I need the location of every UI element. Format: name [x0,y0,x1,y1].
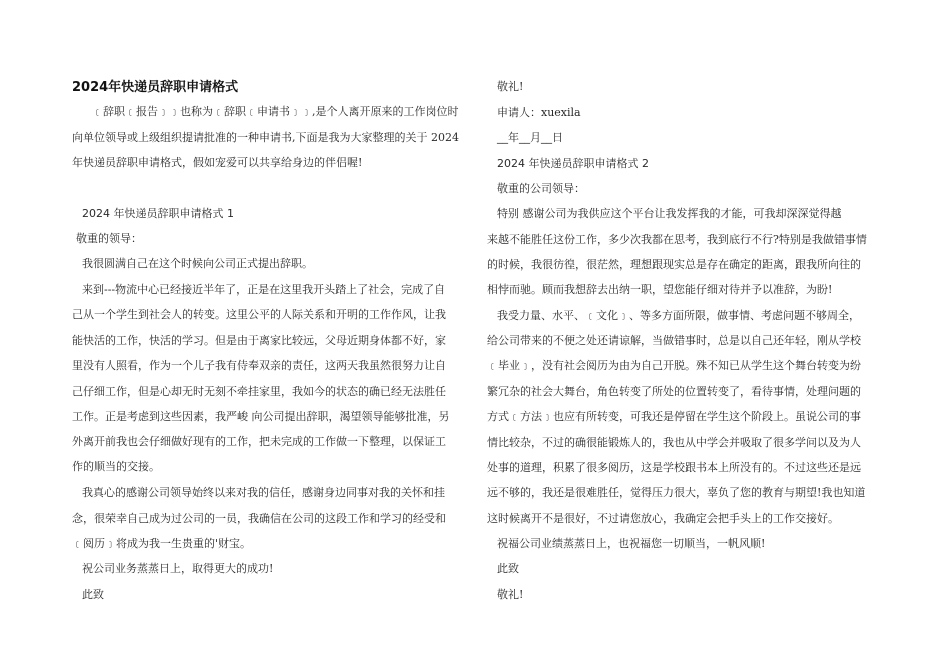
paragraph-line: 来到---物流中心已经接近半年了，正是在这里我开头踏上了社会，完成了自 [82,283,446,296]
date-line: __年__月__日 [497,131,563,144]
paragraph-line: 己从一个学生到社会人的转变。这里公平的人际关系和开明的工作作风，让我 [72,308,446,321]
section-1-title: 2024 年快递员辞职申请格式 1 [82,207,234,220]
paragraph-line: 处事的道理，积累了很多阅历，这是学校跟书本上所没有的。不过这些还是远 [487,461,861,474]
paragraph-line: 特别 感谢公司为我供应这个平台让我发挥我的才能，可我却深深觉得越 [497,207,842,220]
salutation: 敬重的公司领导： [497,182,585,195]
paragraph-line: 里没有人照看，作为一个儿子我有侍奉双亲的责任，这两天我虽然很努力让自 [72,359,446,372]
regards-line: 敬礼! [497,588,524,601]
paragraph-line: 给公司带来的不便之处还请谅解，当做错事时，总是以自己还年轻，刚从学校 [487,334,861,347]
paragraph-line: 这时候离开不是很好，不过请您放心，我确定会把手头上的工作交接好。 [487,512,839,525]
applicant-line: 申请人：xuexila [497,106,581,119]
paragraph-line: 来越不能胜任这份工作，多少次我都在思考，我到底行不行?特别是我做错事情 [487,233,867,246]
paragraph-line: 情比较杂，不过的确很能锻炼人的，我也从中学会并吸取了很多学问以及为人 [487,436,861,449]
regards-line: 敬礼! [497,80,524,93]
paragraph-line: 我真心的感谢公司领导始终以来对我的信任，感谢身边同事对我的关怀和挂 [82,486,445,499]
paragraph-line: 我很圆满自己在这个时候向公司正式提出辞职。 [82,257,313,270]
intro-line: 向单位领导或上级组织提请批准的一种申请书,下面是我为大家整理的关于 2024 [72,131,459,144]
closing-line: 此致 [82,588,104,601]
paragraph-line: 工作。正是考虑到这些因素，我严峻 向公司提出辞职，渴望领导能够批准，另 [72,410,450,423]
wish-line: 祝公司业务蒸蒸日上，取得更大的成功! [82,562,274,575]
paragraph-line: 作的顺当的交接。 [72,460,160,473]
paragraph-line: ﹝毕业﹞，没有社会阅历为由为自己开脱。殊不知已从学生这个舞台转变为纷 [487,359,861,372]
document-title: 2024年快递员辞职申请格式 [72,80,239,95]
closing-line: 此致 [497,562,519,575]
paragraph-line: 己仔细工作，但是心却无时无刻不牵挂家里，我如今的状态的确已经无法胜任 [72,385,446,398]
paragraph-line: 能快活的工作，快活的学习。但是由于离家比较远，父母近期身体都不好，家 [72,334,446,347]
paragraph-line: 我受力量、水平、﹝文化﹞、等多方面所限，做事情、考虑问题不够周全， [497,309,860,322]
paragraph-line: 念，很荣幸自己成为过公司的一员，我确信在公司的这段工作和学习的经受和 [72,512,446,525]
wish-line: 祝福公司业绩蒸蒸日上，也祝福您一切顺当，一帆风顺! [497,537,766,550]
paragraph-line: 方式﹝方法﹞也应有所转变，可我还是停留在学生这个阶段上。虽说公司的事 [487,410,861,423]
section-2-title: 2024 年快递员辞职申请格式 2 [497,157,649,170]
salutation: 敬重的领导： [76,232,142,245]
paragraph-line: ﹝阅历﹞将成为我一生贵重的'财宝。 [72,537,252,550]
intro-line: ﹝辞职﹝报告﹞﹞也称为﹝辞职﹝申请书﹞﹞,是个人离开原来的工作岗位时 [92,105,459,118]
paragraph-line: 繁冗杂的社会大舞台，角色转变了所处的位置转变了，看待事情，处理问题的 [487,385,861,398]
paragraph-line: 远不够的，我还是很难胜任，觉得压力很大，辜负了您的教育与期望!我也知道 [487,486,866,499]
paragraph-line: 外离开前我也会仔细做好现有的工作，把未完成的工作做一下整理，以保证工 [72,435,446,448]
paragraph-line: 相悖而驰。顾而我想辞去出纳一职，望您能仔细对待并予以准辞，为盼! [487,283,833,296]
intro-line: 年快递员辞职申请格式，假如宠爱可以共享给身边的伴侣喔! [72,156,363,169]
paragraph-line: 的时候，我很彷徨，很茫然，理想跟现实总是存在确定的距离，跟我所向往的 [487,258,861,271]
